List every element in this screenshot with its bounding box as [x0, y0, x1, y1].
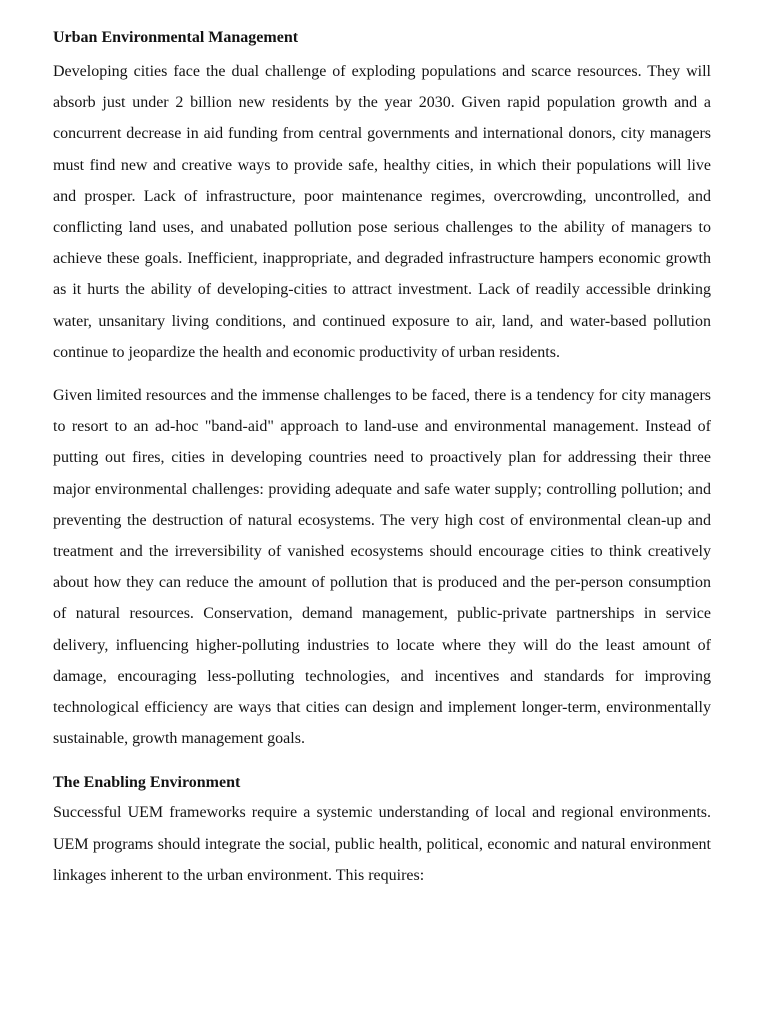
body-paragraph: Developing cities face the dual challenge of exploding populations and scarce resources. They will absorb just under 2 billion new residents by the year 2030. Given rapid population growth and a concurrent decrease in aid funding from central governments and international donors, city managers must find new and creative ways to provide safe, healthy cities, in which their populations will live and prosper. Lack of infrastructure, poor maintenance regimes, overcrowding, uncontrolled, and conflicting land uses, and unabated pollution pose serious challenges to the ability of managers to achieve these goals. Inefficient, inappropriate, and degraded infrastructure hampers economic growth as it hurts the ability of developing-cities to attract investment. Lack of readily accessible drinking water, unsanitary living conditions, and continued exposure to air, land, and water-based pollution continue to jeopardize the health and economic productivity of urban residents. [53, 63, 711, 361]
section-heading: The Enabling Environment [53, 774, 241, 792]
body-paragraph: Given limited resources and the immense challenges to be faced, there is a tendency for city managers to resort to an ad-hoc "band-aid" approach to land-use and environmental management. Instead of putting out fires, cities in developing countries need to proactively plan for addressing their three major environmental challenges: providing adequate and safe water supply; controlling pollution; and preventing the destruction of natural ecosystems. The very high cost of environmental clean-up and treatment and the irreversibility of vanished ecosystems should encourage cities to think creatively about how they can reduce the amount of pollution that is produced and the per-person consumption of natural resources. Conservation, demand management, public-private partnerships in service delivery, influencing higher-polluting industries to locate where they will do the least amount of damage, encouraging less-polluting technologies, and incentives and standards for improving technological efficiency are ways that cities can design and implement longer-term, environmentally sustainable, growth management goals. [53, 387, 711, 748]
document-title: Urban Environmental Management [53, 29, 299, 46]
document-page [53, 26, 711, 891]
section-paragraph: Successful UEM frameworks require a systemic understanding of local and regional environments. UEM programs should integrate the social, public health, political, economic and natural environment linkages inherent to the urban environment. This requires: [53, 804, 711, 884]
